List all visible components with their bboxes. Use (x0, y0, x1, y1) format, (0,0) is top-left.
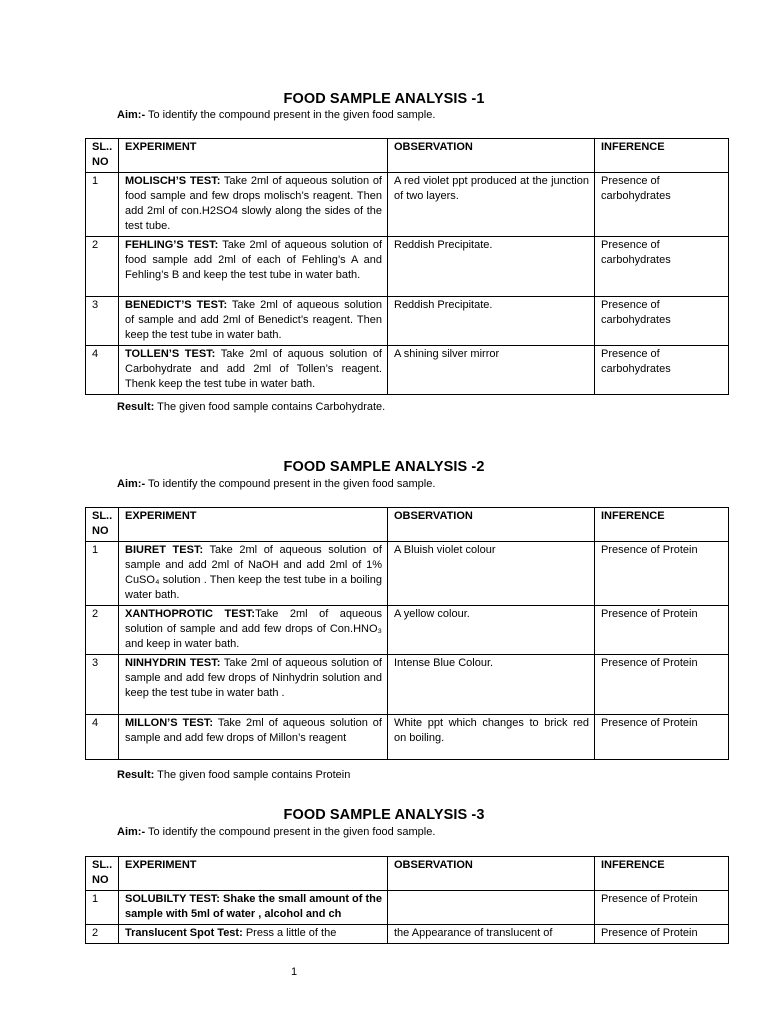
row-number: 4 (86, 715, 119, 760)
table-row (86, 237, 729, 297)
row-number: 1 (86, 891, 119, 925)
observation-cell: A red violet ppt produced at the junction of two layers. (388, 173, 595, 237)
inference-cell: Presence of Protein (595, 542, 729, 606)
test-procedure: Take 2ml of aqueous solution of sample and add 2ml of NaOH and add 2ml of 1% CuSO₄ solution . Then keep the test tube in a boiling water bath. (125, 544, 382, 601)
header-sl-no: SL.. NO (86, 857, 119, 891)
experiment-cell (119, 237, 388, 297)
aim-label: Aim:- (117, 826, 146, 838)
test-name: SOLUBILTY TEST: (125, 893, 220, 905)
test-procedure: Shake the small amount of the sample with 5ml of water , alcohol and ch (125, 893, 382, 920)
section-3-table (85, 856, 729, 944)
header-experiment: EXPERIMENT (119, 857, 388, 891)
test-procedure: Take 2ml of aqueous solution of food sample add 2ml of each of Fehling’s A and Fehling’s B and keep the test tube in water bath. (125, 239, 382, 281)
result-label: Result: (117, 401, 155, 413)
aim-text: To identify the compound present in the given food sample. (145, 478, 436, 490)
section-1-table (85, 138, 729, 395)
row-number: 2 (86, 925, 119, 944)
aim-text: To identify the compound present in the given food sample. (145, 109, 436, 121)
test-procedure: Take 2ml of aqueous solution of food sample and few drops molisch’s reagent. Then add 2ml of con.H2SO4 slowly along the sides of the test tube. (125, 175, 382, 232)
header-experiment: EXPERIMENT (119, 508, 388, 542)
row-number: 2 (86, 237, 119, 297)
section-2-title: FOOD SAMPLE ANALYSIS -2 (283, 459, 485, 475)
section-1-aim (117, 109, 435, 121)
observation-cell: A shining silver mirror (388, 346, 595, 395)
header-experiment: EXPERIMENT (119, 139, 388, 173)
table-header-row (86, 139, 729, 173)
table-row (86, 891, 729, 925)
header-sl-no: SL.. NO (86, 508, 119, 542)
section-2-result (117, 769, 350, 781)
experiment-cell (119, 925, 388, 944)
table-row (86, 173, 729, 237)
observation-cell (388, 891, 595, 925)
inference-cell: Presence of carbohydrates (595, 173, 729, 237)
section-1-result (117, 401, 385, 413)
row-number: 2 (86, 606, 119, 655)
inference-cell: Presence of Protein (595, 655, 729, 715)
test-name: MILLON’S TEST: (125, 717, 214, 729)
section-2-aim (117, 478, 435, 490)
table-row (86, 606, 729, 655)
table-header-row (86, 857, 729, 891)
header-sl-no: SL.. NO (86, 139, 119, 173)
table-row (86, 297, 729, 346)
test-name: NINHYDRIN TEST: (125, 657, 221, 669)
inference-cell: Presence of Protein (595, 606, 729, 655)
test-procedure: Take 2ml of aquous solution of Carbohydrate and add 2ml of Tollen’s reagent. Thenk keep the test tube in water bath. (125, 348, 382, 390)
section-3-aim (117, 826, 435, 838)
section-3-title: FOOD SAMPLE ANALYSIS -3 (283, 807, 485, 823)
row-number: 1 (86, 542, 119, 606)
test-procedure: Press a little of the (242, 927, 337, 939)
experiment-cell (119, 715, 388, 760)
inference-cell: Presence of Protein (595, 891, 729, 925)
header-inference: INFERENCE (595, 139, 729, 173)
aim-text: To identify the compound present in the given food sample. (145, 826, 436, 838)
table-row (86, 542, 729, 606)
result-text: The given food sample contains Protein (154, 769, 351, 781)
test-procedure: Take 2ml of aqueous solution of sample and add 2ml of Benedict’s reagent. Then keep the test tube in water bath. (125, 299, 382, 341)
result-text: The given food sample contains Carbohydrate. (154, 401, 386, 413)
experiment-cell (119, 173, 388, 237)
observation-cell: Intense Blue Colour. (388, 655, 595, 715)
table-row (86, 925, 729, 944)
test-name: TOLLEN’S TEST: (125, 348, 216, 360)
observation-cell: White ppt which changes to brick red on boiling. (388, 715, 595, 760)
test-name: XANTHOPROTIC TEST: (125, 608, 256, 620)
experiment-cell (119, 542, 388, 606)
table-header-row (86, 508, 729, 542)
experiment-cell (119, 346, 388, 395)
test-name: BENEDICT’S TEST: (125, 299, 228, 311)
section-2-table (85, 507, 729, 760)
test-procedure: Take 2ml of aqueous solution of sample and add few drops of Ninhydrin solution and keep the test tube in water bath . (125, 657, 382, 699)
observation-cell: Reddish Precipitate. (388, 297, 595, 346)
test-procedure: Take 2ml of aqueous solution of sample and add few drops of Millon’s reagent (125, 717, 382, 744)
page-number: 1 (290, 966, 298, 978)
row-number: 3 (86, 655, 119, 715)
observation-cell: A yellow colour. (388, 606, 595, 655)
row-number: 3 (86, 297, 119, 346)
row-number: 1 (86, 173, 119, 237)
header-inference: INFERENCE (595, 508, 729, 542)
test-name: MOLISCH’S TEST: (125, 175, 221, 187)
table-row (86, 655, 729, 715)
inference-cell: Presence of Protein (595, 715, 729, 760)
test-name: FEHLING’S TEST: (125, 239, 219, 251)
inference-cell: Presence of carbohydrates (595, 346, 729, 395)
header-inference: INFERENCE (595, 857, 729, 891)
result-label: Result: (117, 769, 155, 781)
inference-cell: Presence of Protein (595, 925, 729, 944)
table-row (86, 715, 729, 760)
observation-cell: Reddish Precipitate. (388, 237, 595, 297)
header-observation: OBSERVATION (388, 857, 595, 891)
aim-label: Aim:- (117, 478, 146, 490)
test-name: BIURET TEST: (125, 544, 204, 556)
header-observation: OBSERVATION (388, 508, 595, 542)
inference-cell: Presence of carbohydrates (595, 297, 729, 346)
test-name: Translucent Spot Test: (125, 927, 243, 939)
row-number: 4 (86, 346, 119, 395)
aim-label: Aim:- (117, 109, 146, 121)
experiment-cell (119, 655, 388, 715)
observation-cell: the Appearance of translucent of (388, 925, 595, 944)
header-observation: OBSERVATION (388, 139, 595, 173)
experiment-cell (119, 891, 388, 925)
observation-cell: A Bluish violet colour (388, 542, 595, 606)
experiment-cell (119, 297, 388, 346)
table-row (86, 346, 729, 395)
experiment-cell (119, 606, 388, 655)
section-1-title: FOOD SAMPLE ANALYSIS -1 (283, 91, 485, 107)
inference-cell: Presence of carbohydrates (595, 237, 729, 297)
test-procedure: Take 2ml of aqueous solution of sample and add few drops of Con.HNO₃ and keep in water bath. (125, 608, 382, 650)
